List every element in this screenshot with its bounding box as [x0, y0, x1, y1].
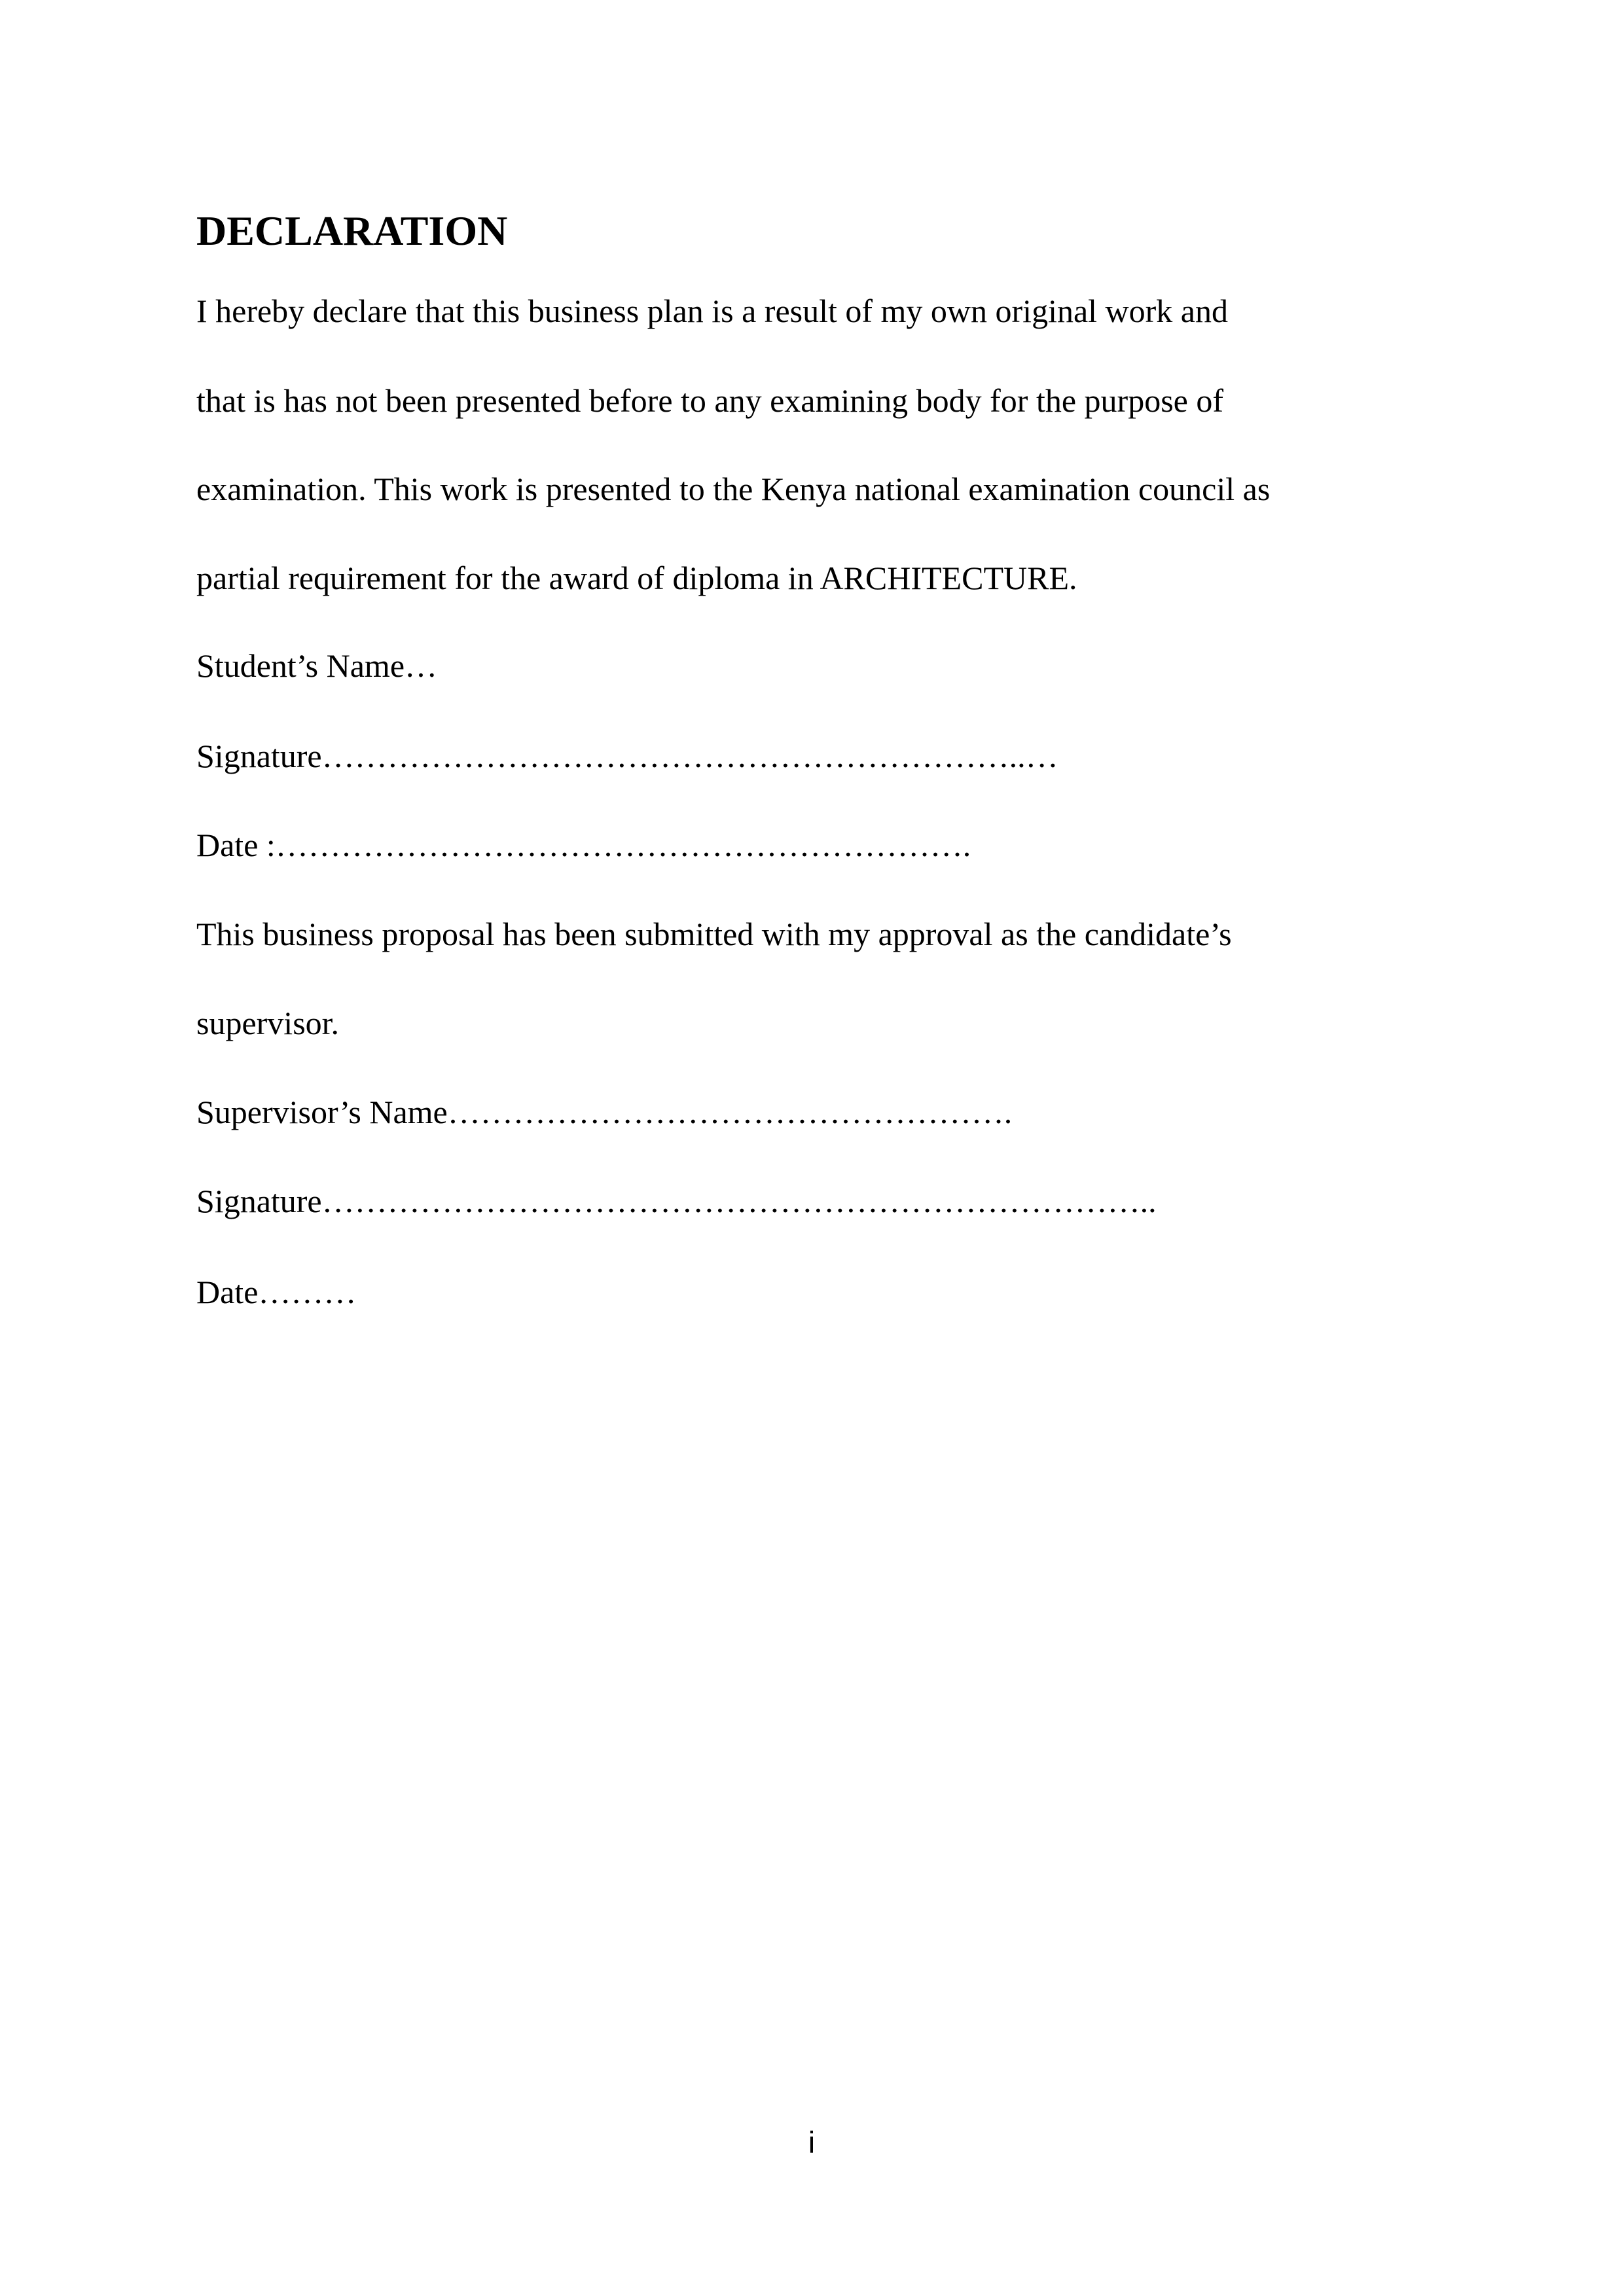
declaration-line-2: that is has not been presented before to any examining body for the purpose of [196, 382, 1223, 419]
supervisor-name-field: Supervisor’s Name……………………………………………. [196, 1094, 1013, 1130]
declaration-line-3: examination. This work is presented to the Kenya national examination council as [196, 471, 1271, 507]
supervisor-statement-line-2: supervisor. [196, 1005, 340, 1041]
supervisor-statement-line-1: This business proposal has been submitted with my approval as the candidate’s [196, 916, 1232, 952]
supervisor-signature-field: Signature………………………………………………………………….. [196, 1183, 1157, 1219]
page-title: DECLARATION [196, 207, 508, 254]
page-number: i [808, 2125, 816, 2159]
declaration-line-4: partial requirement for the award of diploma in ARCHITECTURE. [196, 560, 1077, 596]
declaration-line-1: I hereby declare that this business plan is a result of my own original work and [196, 293, 1229, 329]
student-date-field: Date :………………………………………………………. [196, 827, 971, 863]
supervisor-date-field: Date……… [196, 1274, 357, 1310]
student-signature-field: Signature………………………………………………………..… [196, 738, 1058, 774]
student-name-field: Student’s Name… [196, 647, 438, 684]
